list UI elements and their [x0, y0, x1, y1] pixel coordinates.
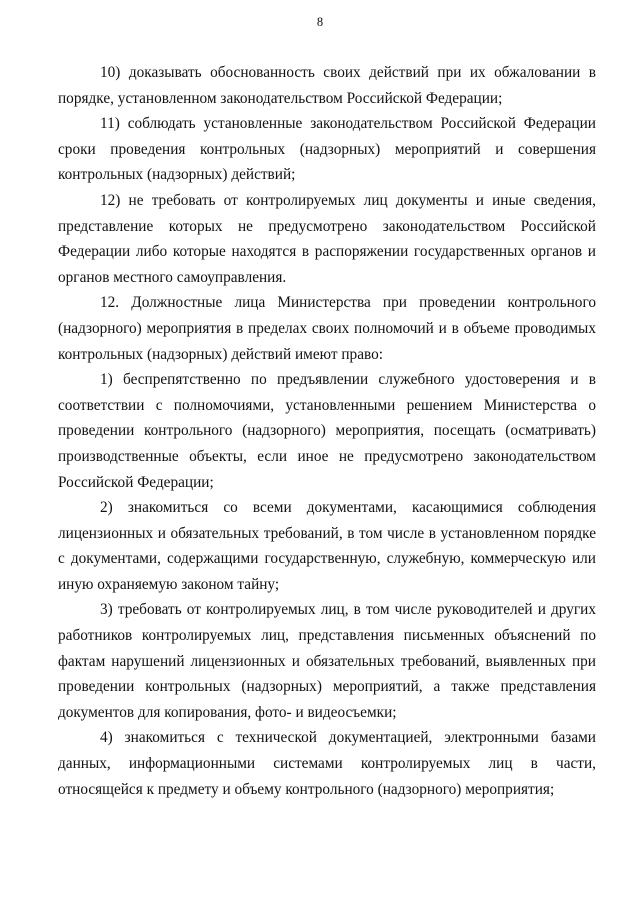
paragraph-right-1: 1) беспрепятственно по предъявлении служебного удостоверения и в соответствии с полномочиями, установленными решением Министерства о проведении контрольного (надзорного) мероприятия, посещать (осматривать) производственные объекты, если иное не предусмотрено законодательством Российской Федерации; — [58, 371, 596, 491]
page-number: 8 — [316, 15, 324, 29]
paragraph-right-2: 2) знакомиться со всеми документами, касающимися соблюдения лицензионных и обязательных требований, в том числе в установленном порядке с документами, содержащими государственную, служебную, коммерческую или иную охраняемую законом тайну; — [58, 499, 596, 593]
paragraph-item-12: 12) не требовать от контролируемых лиц документы и иные сведения, представление которых не предусмотрено законодательством Российской Федерации либо которые находятся в распоряжении государственных органов и органов местного самоуправления. — [58, 191, 596, 286]
paragraph-right-4: 4) знакомиться с технической документацией, электронными базами данных, информационными системами контролируемых лиц в части, относящейся к предмету и объему контрольного (надзорного) мероприятия; — [58, 729, 596, 798]
paragraph-item-10: 10) доказывать обоснованность своих действий при их обжаловании в порядке, установленном законодательством Российской Федерации; — [58, 64, 596, 107]
paragraph-clause-12: 12. Должностные лица Министерства при проведении контрольного (надзорного) мероприятия в пределах своих полномочий и в объеме проводимых контрольных (надзорных) действий имеют право: — [58, 294, 596, 363]
paragraph-right-3: 3) требовать от контролируемых лиц, в том числе руководителей и других работников контролируемых лиц, представления письменных объяснений по фактам нарушений лицензионных и обязательных требований, выявленных при проведении контрольных (надзорных) мероприятий, а также представления документов для копирования, фото- и видеосъемки; — [58, 601, 596, 721]
paragraph-item-11: 11) соблюдать установленные законодательством Российской Федерации сроки проведения контрольных (надзорных) мероприятий и совершения контрольных (надзорных) действий; — [58, 115, 596, 184]
document-body — [58, 60, 596, 802]
